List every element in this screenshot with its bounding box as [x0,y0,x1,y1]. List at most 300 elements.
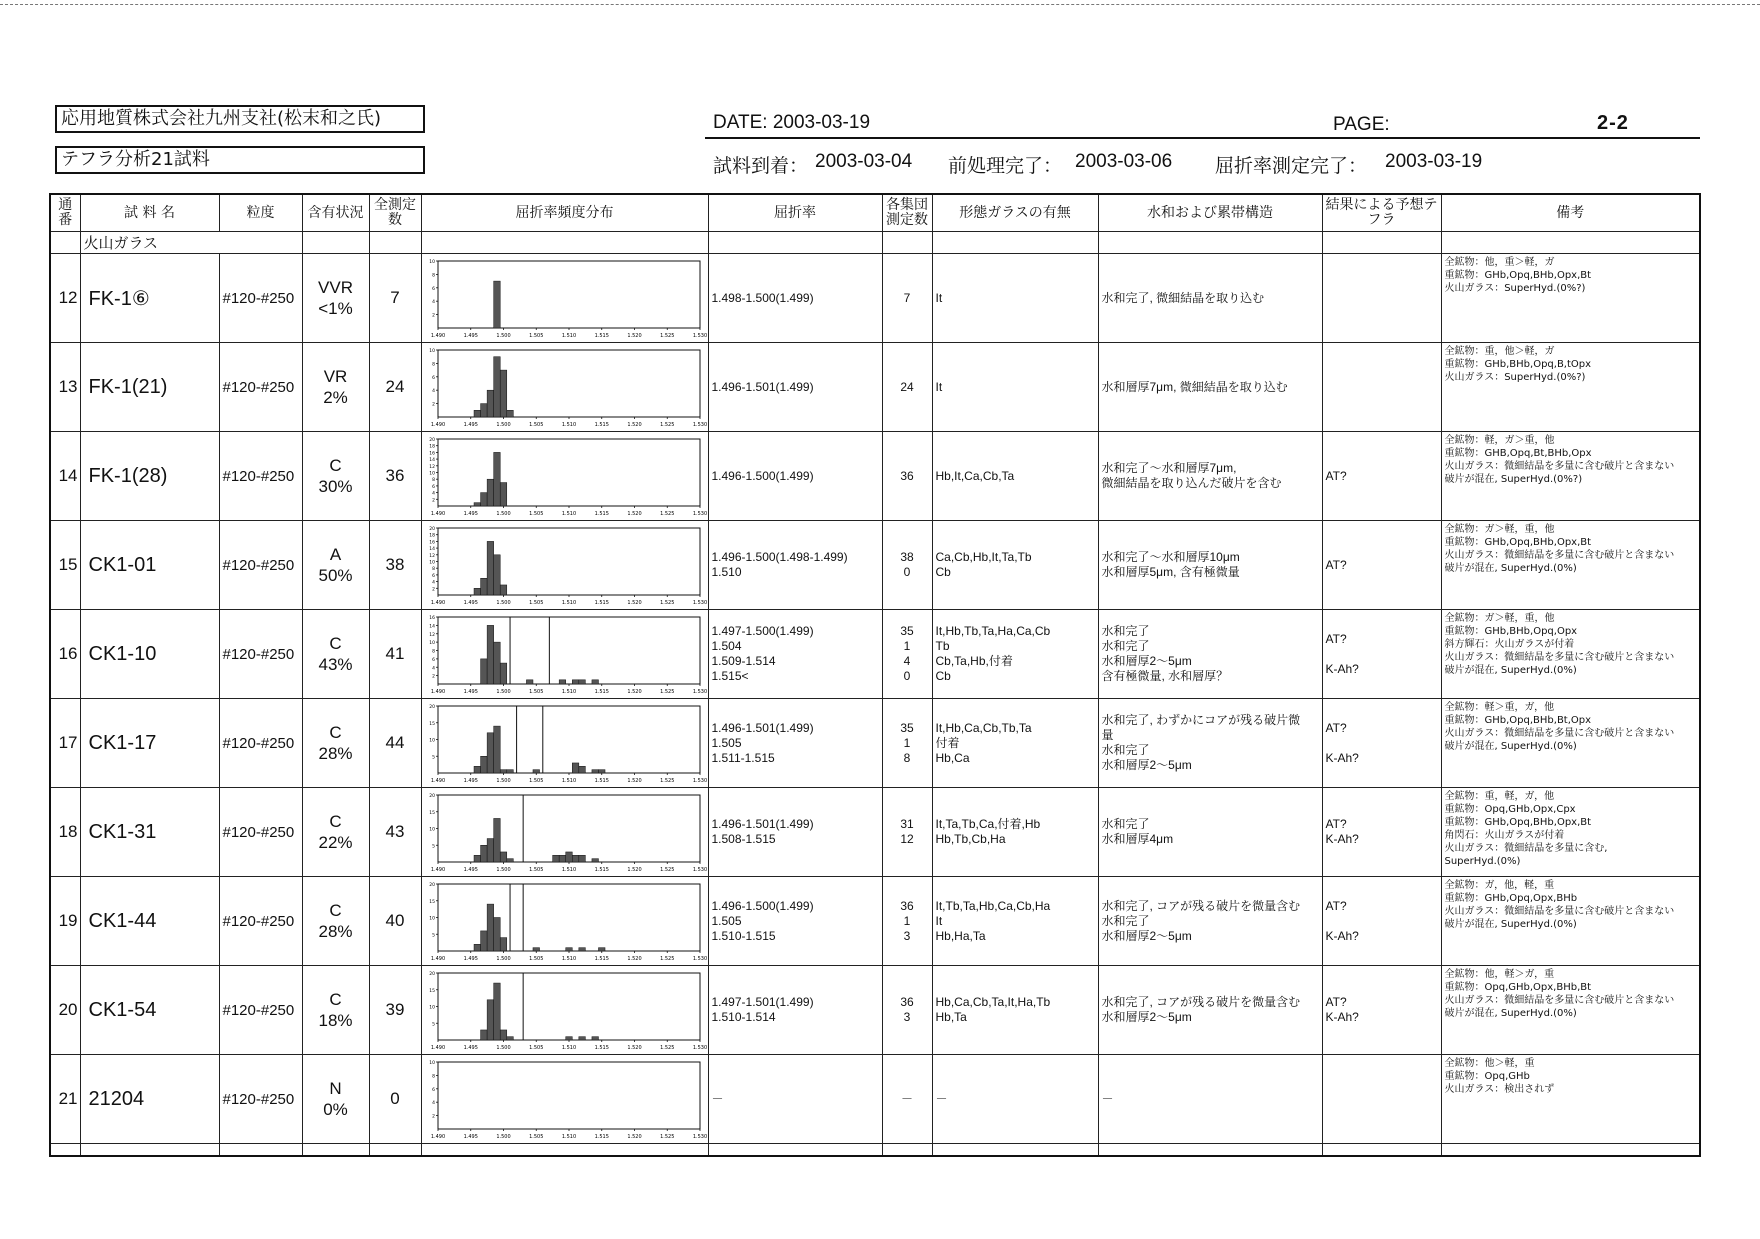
hydration-structure [1098,788,1322,877]
y-tick-label: 14 [428,457,435,463]
content-status [302,521,369,610]
hydration-structure [1098,343,1322,432]
sample-name [80,343,219,432]
x-tick-label: 1.500 [495,777,511,784]
remarks-text: 全鉱物：重，軽，ガ，他 重鉱物：Opq,GHb,Opx,Cpx 重鉱物：GHb,Opq,BHb,Opx,Bt 角閃石：火山ガラスが付着 火山ガラス：微細結晶を多量に含む, SuperHyd.(0%) [1444,791,1608,867]
refractive-index-histogram [426,437,707,517]
histogram-bar [500,663,507,684]
histogram-bar [565,1036,572,1039]
table-row [50,521,1700,610]
grain-size-text: #120-#250 [222,1001,295,1019]
total-count-text: 41 [385,644,405,663]
y-tick-label: 5 [431,932,435,938]
remarks-text: 全鉱物：ガ，他，軽，重 重鉱物：GHb,Opq,Opx,BHb 火山ガラス：微細結晶を多量に含む破片と含まない 破片が混在, SuperHyd.(0%) [1444,880,1675,930]
predicted-tephra [1322,1055,1441,1144]
x-tick-label: 1.500 [495,955,511,962]
histogram-bar [474,588,481,595]
group-counts [882,966,932,1055]
remarks [1441,432,1700,521]
x-tick-label: 1.520 [626,866,642,873]
x-tick-label: 1.515 [594,332,609,339]
x-tick-label: 1.490 [430,421,445,428]
hydration-structure-text: 水和完了～水和層厚7μm, 微細結晶を取り込んだ破片を含む [1101,461,1282,490]
content-status-text: C 30% [318,456,353,496]
y-tick-label: 4 [431,665,435,671]
x-tick-label: 1.495 [463,866,478,873]
section-row [50,232,1700,254]
y-tick-label: 10 [428,916,435,921]
y-tick-label: 12 [428,553,435,559]
glass-form-text: － [935,1091,948,1106]
remarks-text: 全鉱物：軽＞重，ガ，他 重鉱物：GHb,Opq,BHb,Bt,Opx 火山ガラス：微細結晶を多量に含む破片と含まない 破片が混在, SuperHyd.(0%) [1444,702,1675,752]
grain-size-text: #120-#250 [222,467,295,485]
group-counts-text: 36 1 3 [900,898,914,943]
total-count [369,699,421,788]
grain-size-text: #120-#250 [222,645,295,663]
plot-frame [438,528,700,595]
content-status-text: C 22% [318,812,353,852]
sample-name-text: FK-1(21) [88,375,168,398]
histogram-bar [591,679,598,683]
histogram-bar [500,769,507,772]
y-tick-label: 20 [428,882,435,888]
refractive-index-histogram [426,348,707,428]
x-tick-label: 1.495 [463,1044,478,1051]
x-tick-label: 1.515 [594,1044,609,1051]
x-tick-label: 1.520 [626,599,642,606]
refractive-index-histogram [426,882,707,962]
group-counts [882,1055,932,1144]
grain-size [219,610,302,699]
y-tick-label: 5 [431,843,435,849]
histogram-bar [591,858,598,861]
x-tick-label: 1.525 [659,1133,674,1140]
x-tick-label: 1.500 [495,1044,511,1051]
x-tick-label: 1.495 [463,599,478,606]
x-tick-label: 1.520 [626,688,642,695]
histogram-bar [532,769,539,772]
x-tick-label: 1.500 [495,599,511,606]
x-tick-label: 1.515 [594,1133,609,1140]
grain-size [219,877,302,966]
y-tick-label: 12 [428,632,435,638]
content-status [302,432,369,521]
glass-form [932,254,1098,343]
histogram-cell [421,1055,708,1144]
sample-name-text: 21204 [88,1087,145,1110]
group-counts [882,788,932,877]
hydration-structure [1098,254,1322,343]
grain-size [219,254,302,343]
sample-name [80,432,219,521]
row-number-text: 16 [58,644,78,663]
hydration-structure [1098,1055,1322,1144]
histogram-bar [578,947,585,950]
y-tick-label: 8 [431,272,435,278]
glass-form [932,610,1098,699]
row-number-text: 18 [58,822,78,841]
histogram-bar [500,370,507,417]
remarks-text: 全鉱物：軽，ガ＞重，他 重鉱物：GHB,Opq,Bt,BHb,Opx 火山ガラス：微細結晶を多量に含む破片と含まない 破片が混在, SuperHyd.(0%?) [1444,435,1675,485]
col-histogram: 屈折率頻度分布 [421,194,708,232]
histogram-bar [493,356,500,416]
grain-size-text: #120-#250 [222,1090,295,1108]
group-counts-text: 35 1 8 [900,720,914,765]
group-counts [882,343,932,432]
remarks [1441,521,1700,610]
refractive-index [708,521,882,610]
total-count [369,788,421,877]
remarks-text: 全鉱物：ガ＞軽，重，他 重鉱物：GHb,BHb,Opq,Opx 斜方輝石：火山ガラスが付着 火山ガラス：微細結晶を多量に含む破片と含まない 破片が混在, SuperHyd.(0%) [1444,613,1675,676]
glass-form-text: It,Tb,Ta,Hb,Ca,Cb,Ha It Hb,Ha,Ta [935,898,1051,943]
glass-form [932,343,1098,432]
refractive-index [708,343,882,432]
y-tick-label: 18 [428,444,435,450]
header-rule [705,137,1700,139]
refractive-index [708,432,882,521]
x-tick-label: 1.515 [594,599,609,606]
y-tick-label: 8 [431,566,435,572]
y-tick-label: 10 [428,1005,435,1010]
histogram-bar [591,1036,598,1039]
hydration-structure [1098,610,1322,699]
content-status [302,610,369,699]
x-tick-label: 1.510 [561,866,576,873]
predicted-tephra [1322,877,1441,966]
x-tick-label: 1.505 [528,510,543,517]
histogram-bar [559,855,566,862]
y-tick-label: 18 [428,533,435,539]
x-tick-label: 1.505 [528,866,543,873]
total-count-text: 0 [390,1089,400,1108]
x-tick-label: 1.490 [430,1044,445,1051]
predicted-tephra-text: AT? K-Ah? [1325,898,1359,943]
refractive-index-histogram [426,1060,707,1140]
refractive-index-histogram [426,971,707,1051]
group-counts-text: 36 [900,468,914,483]
refractive-index-text: 1.496-1.501(1.499) [711,379,814,394]
hydration-structure-text: 水和完了, わずかにコアが残る破片微 量 水和完了 水和層厚2～5μm [1101,713,1301,772]
y-tick-label: 5 [431,1021,435,1027]
grain-size-text: #120-#250 [222,378,295,396]
glass-form-text: It,Hb,Tb,Ta,Ha,Ca,Cb Tb Cb,Ta,Hb,付着 Cb [935,624,1051,683]
x-tick-label: 1.505 [528,955,543,962]
glass-form-text: It,Ta,Tb,Ca,付着,Hb Hb,Tb,Cb,Ha [935,817,1041,846]
glass-form [932,521,1098,610]
x-tick-label: 1.490 [430,599,445,606]
y-tick-label: 4 [431,1100,435,1106]
predicted-tephra [1322,699,1441,788]
content-status-text: C 18% [318,990,353,1030]
y-tick-label: 14 [428,623,435,629]
table-row [50,966,1700,1055]
y-tick-label: 4 [431,388,435,394]
histogram-bar [598,769,605,772]
remarks-text: 全鉱物：他，軽＞ガ，重 重鉱物：Opq,GHb,Opx,BHb,Bt 火山ガラス：微細結晶を多量に含む破片と含まない 破片が混在, SuperHyd.(0%) [1444,969,1675,1019]
plot-frame [438,617,700,684]
sample-name [80,521,219,610]
histogram-cell [421,343,708,432]
histogram-cell [421,432,708,521]
arrival-label: 試料到着： [713,156,809,177]
x-tick-label: 1.520 [626,510,642,517]
histogram-bar [487,390,494,417]
grain-size [219,788,302,877]
y-tick-label: 20 [428,793,435,799]
glass-form [932,699,1098,788]
remarks [1441,788,1700,877]
total-count [369,877,421,966]
x-tick-label: 1.510 [561,688,576,695]
histogram-cell [421,699,708,788]
plot-frame [438,706,700,773]
histogram-bar [578,1036,585,1039]
group-counts-text: 31 12 [900,817,914,846]
x-tick-label: 1.510 [561,1133,576,1140]
y-tick-label: 16 [428,450,435,456]
x-tick-label: 1.530 [692,421,707,428]
refractive-index-text: － [711,1091,724,1106]
x-tick-label: 1.505 [528,777,543,784]
row-number-text: 12 [58,288,78,307]
x-tick-label: 1.520 [626,955,642,962]
total-count-text: 44 [385,733,405,752]
arrival-date: 2003-03-04 [815,151,913,172]
predicted-tephra-text: AT? K-Ah? [1325,720,1359,765]
content-status-text: VR 2% [323,367,348,407]
row-number [50,521,80,610]
histogram-bar [493,726,500,773]
x-tick-label: 1.525 [659,332,674,339]
x-tick-label: 1.520 [626,1044,642,1051]
x-tick-label: 1.510 [561,332,576,339]
total-count [369,966,421,1055]
y-tick-label: 15 [428,810,435,816]
predicted-tephra [1322,966,1441,1055]
x-tick-label: 1.495 [463,955,478,962]
table-row [50,1055,1700,1144]
remarks-text: 全鉱物：他＞軽，重 重鉱物：Opq,GHb 火山ガラス：検出されず [1444,1058,1555,1095]
histogram-bar [500,937,507,950]
group-counts [882,877,932,966]
remarks-text: 全鉱物：重，他＞軽，ガ 重鉱物：GHb,BHb,Opq,B,tOpx 火山ガラス：SuperHyd.(0%?) [1444,346,1592,383]
remarks [1441,254,1700,343]
content-status-text: A 50% [318,545,353,585]
y-tick-label: 6 [431,286,435,292]
refractive-index [708,966,882,1055]
x-tick-label: 1.500 [495,688,511,695]
group-counts-text: － [900,1091,913,1106]
x-tick-label: 1.500 [495,510,511,517]
y-tick-label: 20 [428,526,435,532]
histogram-cell [421,966,708,1055]
content-status [302,966,369,1055]
group-counts [882,610,932,699]
histogram-bar [480,1029,487,1039]
total-count-text: 7 [390,288,400,307]
company-name: 応用地質株式会社九州支社(松末和之氏) [61,108,382,129]
x-tick-label: 1.525 [659,510,674,517]
content-status-text: N 0% [323,1079,348,1119]
predicted-tephra-text: AT? [1325,468,1347,483]
sample-name [80,1055,219,1144]
row-number-text: 20 [58,1000,78,1019]
refractive-index-histogram [426,259,707,339]
row-number-text: 15 [58,555,78,574]
company-box [55,105,425,133]
sample-name-text: CK1-54 [88,998,157,1021]
refractive-index-text: 1.496-1.500(1.499) [711,468,814,483]
x-tick-label: 1.530 [692,332,707,339]
glass-form [932,966,1098,1055]
histogram-bar [500,851,507,861]
hydration-structure-text: － [1101,1091,1114,1106]
x-tick-label: 1.525 [659,421,674,428]
y-tick-label: 12 [428,464,435,470]
y-tick-label: 6 [431,573,435,579]
table-row [50,788,1700,877]
x-tick-label: 1.505 [528,688,543,695]
refractive-index-text: 1.498-1.500(1.499) [711,290,814,305]
table-row [50,699,1700,788]
glass-form-text: It [935,290,943,305]
grain-size [219,699,302,788]
histogram-cell [421,788,708,877]
y-tick-label: 2 [431,313,435,319]
table-row [50,343,1700,432]
grain-size-text: #120-#250 [222,556,295,574]
x-tick-label: 1.530 [692,510,707,517]
col-tephra: 結果による予想テフラ [1322,194,1441,232]
predicted-tephra [1322,432,1441,521]
total-count [369,610,421,699]
x-tick-label: 1.510 [561,1044,576,1051]
histogram-bar [526,679,533,683]
x-tick-label: 1.490 [430,866,445,873]
histogram-bar [487,541,494,595]
histogram-cell [421,521,708,610]
y-tick-label: 16 [428,615,435,621]
x-tick-label: 1.490 [430,510,445,517]
y-tick-label: 4 [431,299,435,305]
hydration-structure [1098,432,1322,521]
y-tick-label: 8 [431,649,435,654]
hydration-structure-text: 水和完了, コアが残る破片を微量含む 水和層厚2～5μm [1101,995,1301,1024]
refractive-index-text: 1.497-1.500(1.499) 1.504 1.509-1.514 1.515< [711,624,814,683]
x-tick-label: 1.500 [495,421,511,428]
histogram-bar [493,983,500,1040]
y-tick-label: 4 [431,580,435,586]
histogram-cell [421,254,708,343]
refractive-index-histogram [426,704,707,784]
x-tick-label: 1.490 [430,777,445,784]
table-row [50,877,1700,966]
histogram-bar [474,502,481,505]
x-tick-label: 1.515 [594,510,609,517]
refractive-index-text: 1.496-1.501(1.499) 1.508-1.515 [711,817,814,846]
page-label: PAGE: [1333,114,1390,135]
y-tick-label: 10 [428,827,435,832]
plot-frame [438,973,700,1040]
refractive-index [708,254,882,343]
col-group-count: 各集団測定数 [882,194,932,232]
x-tick-label: 1.490 [430,688,445,695]
col-grain: 粒度 [219,194,302,232]
total-count [369,432,421,521]
y-tick-label: 20 [428,971,435,977]
x-tick-label: 1.530 [692,866,707,873]
sample-name-text: FK-1⑥ [88,287,150,310]
hydration-structure-text: 水和完了, 微細結晶を取り込む [1101,290,1265,305]
histogram-bar [578,855,585,862]
x-tick-label: 1.525 [659,688,674,695]
pretreat-label: 前処理完了： [948,156,1063,177]
histogram-bar [487,904,494,951]
x-tick-label: 1.505 [528,599,543,606]
histogram-bar [500,482,507,505]
content-status [302,254,369,343]
refractive-index-text: 1.496-1.500(1.499) 1.505 1.510-1.515 [711,898,814,943]
grain-size-text: #120-#250 [222,734,295,752]
x-tick-label: 1.530 [692,599,707,606]
y-tick-label: 6 [431,657,435,663]
header-row [50,194,1700,232]
total-count-text: 39 [385,1000,405,1019]
y-tick-label: 6 [431,484,435,490]
predicted-tephra-text: AT? K-Ah? [1325,631,1359,676]
x-tick-label: 1.490 [430,955,445,962]
remarks [1441,1055,1700,1144]
group-counts-text: 38 0 [900,550,914,579]
histogram-bar [474,855,481,862]
content-status [302,699,369,788]
histogram-bar [565,851,572,861]
histogram-bar [506,858,513,861]
y-tick-label: 20 [428,704,435,710]
histogram-bar [578,766,585,773]
plot-frame [438,350,700,417]
sample-name [80,254,219,343]
histogram-bar [480,578,487,595]
col-form: 形態ガラスの有無 [932,194,1098,232]
y-tick-label: 2 [431,674,435,680]
y-tick-label: 16 [428,539,435,545]
col-no: 通番 [50,194,80,232]
histogram-bar [559,679,566,683]
histogram-bar [474,766,481,773]
x-tick-label: 1.500 [495,1133,511,1140]
hydration-structure-text: 水和完了 水和完了 水和層厚2～5μm 含有極微量, 水和層厚？ [1101,624,1229,683]
glass-form [932,788,1098,877]
content-status [302,788,369,877]
histogram-bar [480,658,487,683]
refractive-index [708,788,882,877]
histogram-bar [487,625,494,684]
total-count [369,521,421,610]
x-tick-label: 1.510 [561,510,576,517]
y-tick-label: 6 [431,1087,435,1093]
x-tick-label: 1.495 [463,777,478,784]
project-box [55,146,425,174]
x-tick-label: 1.495 [463,421,478,428]
y-tick-label: 10 [428,471,435,476]
x-tick-label: 1.505 [528,1133,543,1140]
histogram-bar [480,930,487,950]
histogram-bar [598,947,605,950]
histogram-bar [572,762,579,772]
x-tick-label: 1.525 [659,955,674,962]
col-hydration: 水和および累帯構造 [1098,194,1322,232]
